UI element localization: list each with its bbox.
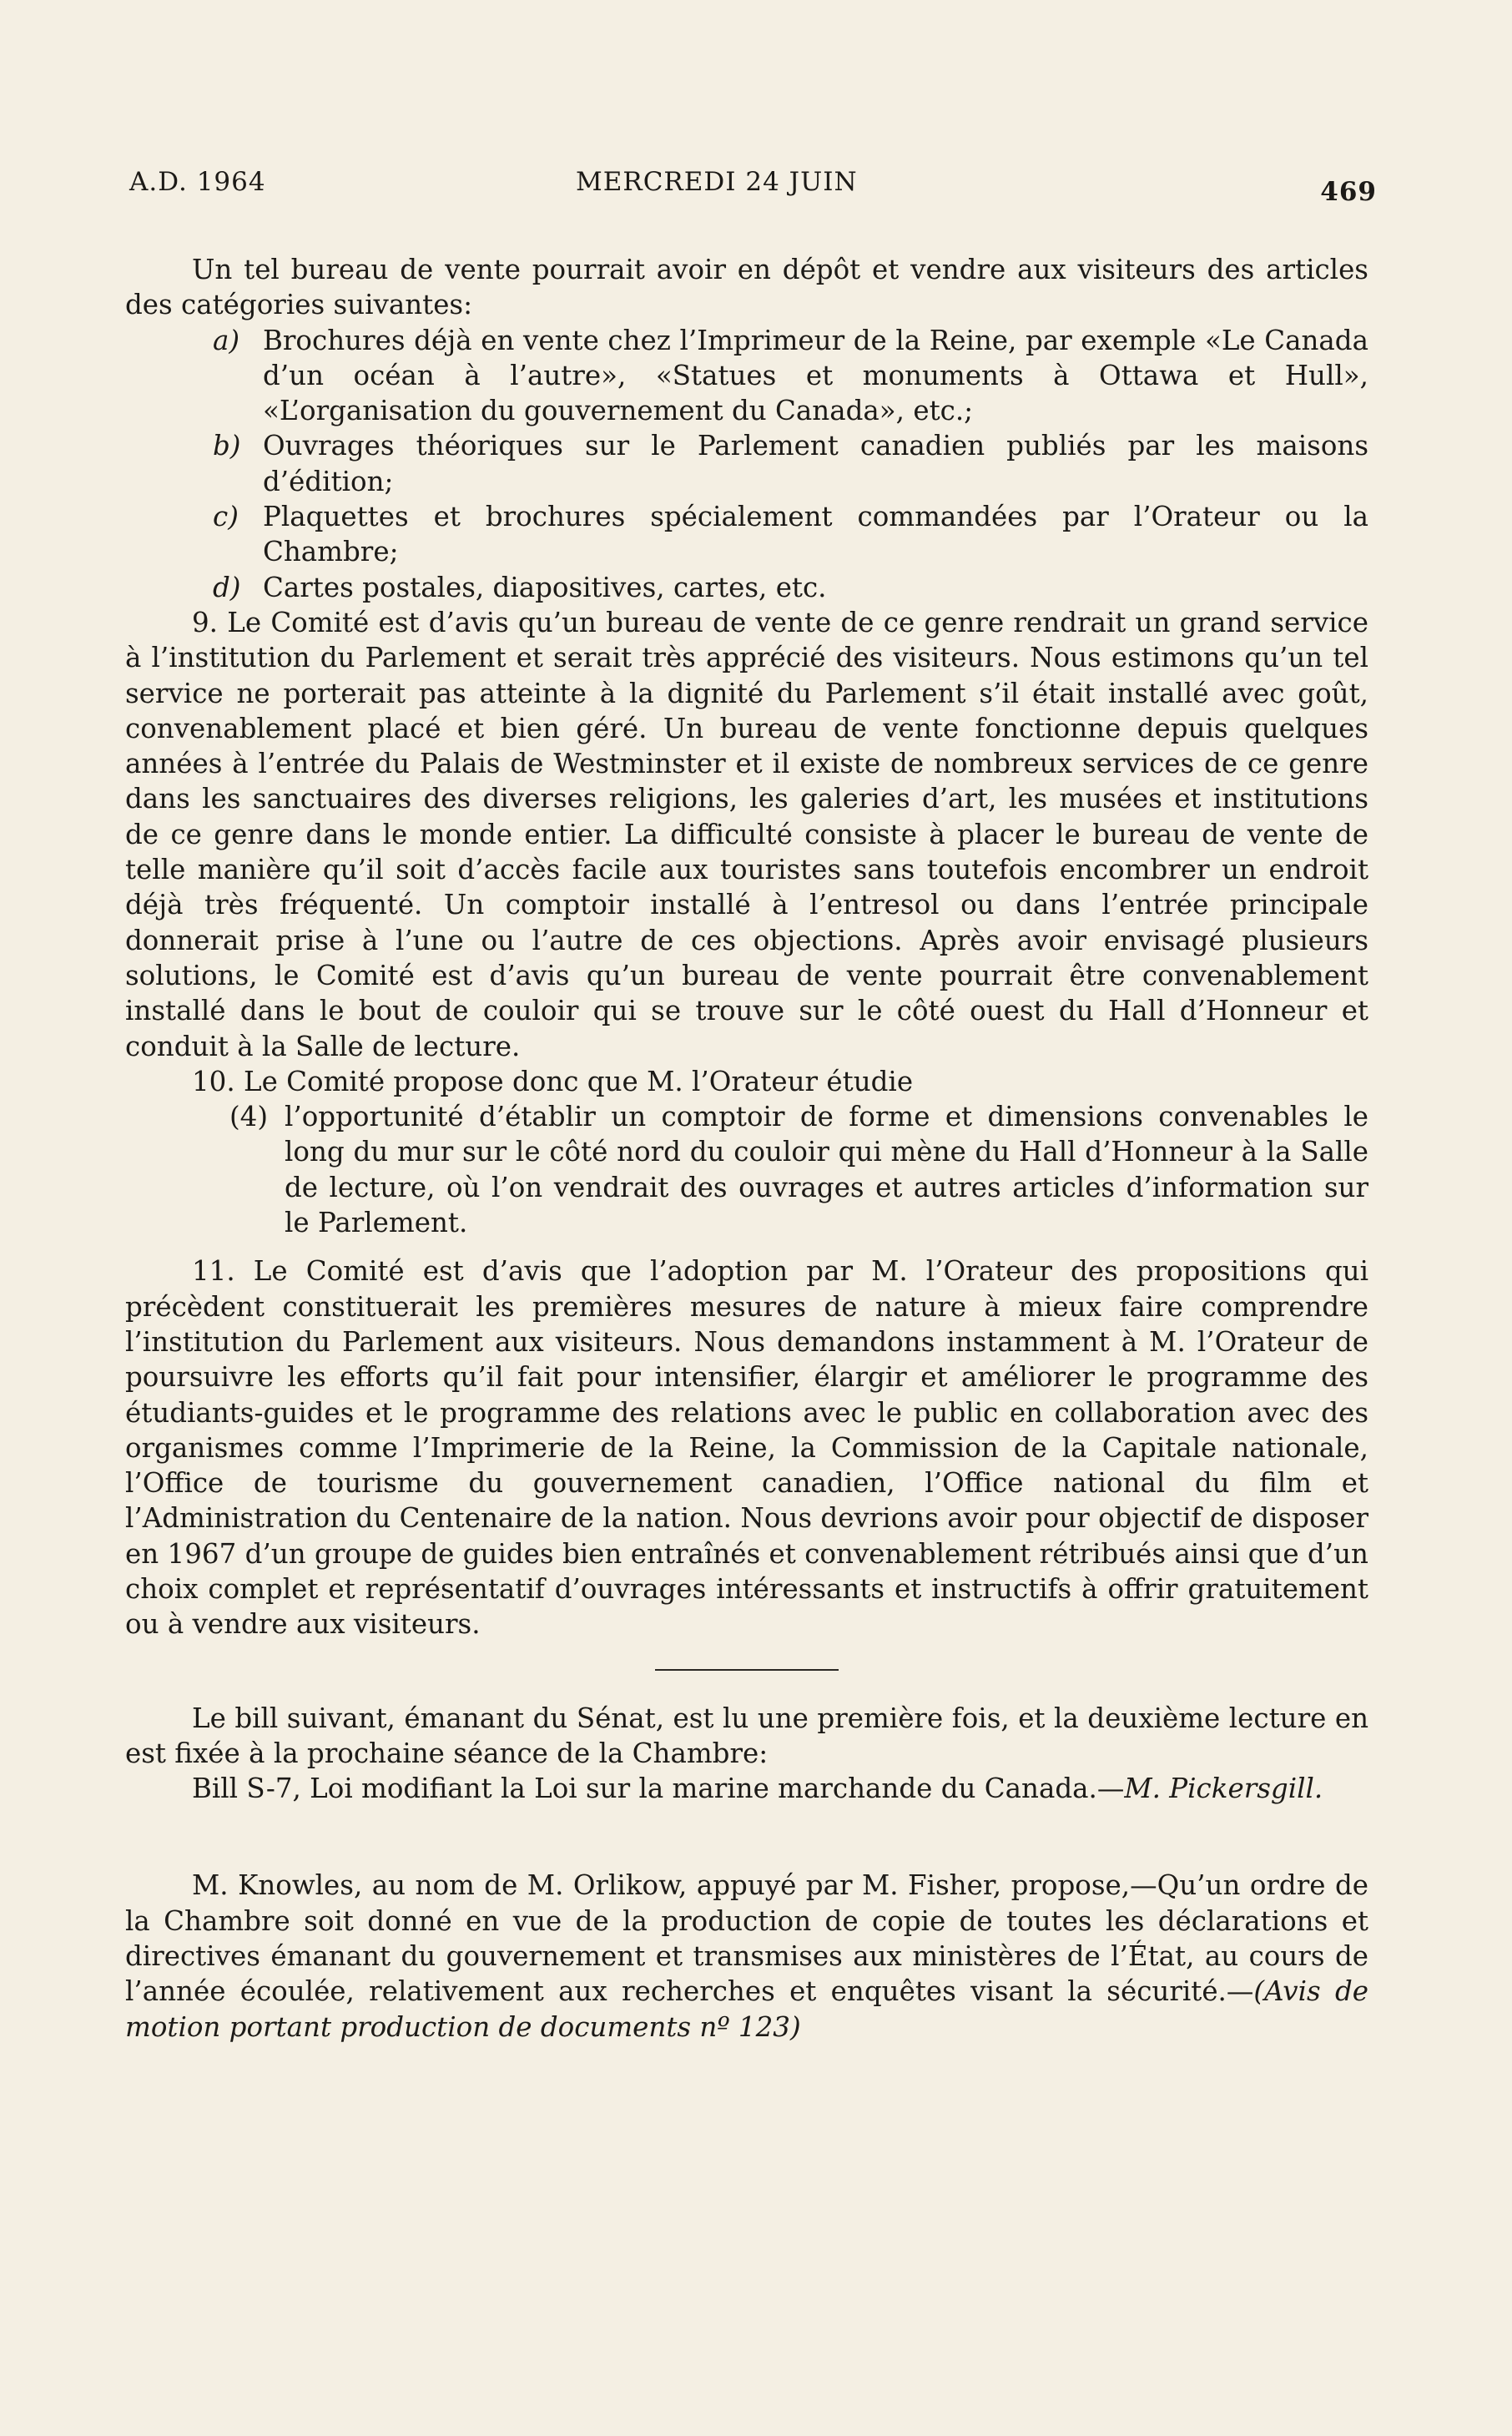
list-item-d xyxy=(125,570,1368,605)
page-number: 469 xyxy=(1320,177,1377,207)
header-year: A.D. 1964 xyxy=(129,167,266,197)
spacer xyxy=(125,1806,1368,1868)
document-body xyxy=(125,252,1368,2045)
sub-item-text: l’opportunité d’établir un comptoir de forme et dimensions convenables le long du mur sur le côté nord du couloir qui mène du Hall d’Honneur à la Salle de lecture, où l’on vendrait des ouvrages et autres articles d’information sur le Parlement. xyxy=(285,1101,1368,1239)
paragraph-10-item xyxy=(125,1099,1368,1240)
list-item-a xyxy=(125,323,1368,429)
paragraph-10: 10. Le Comité propose donc que M. l’Orateur étudie xyxy=(192,1065,914,1097)
list-text: Ouvrages théoriques sur le Parlement canadien publiés par les maisons d’édition; xyxy=(263,430,1368,497)
list-label: b) xyxy=(213,430,241,462)
page-header xyxy=(125,159,1377,209)
list-item-c xyxy=(125,499,1368,570)
bill-text: Bill S-7, Loi modifiant la Loi sur la marine marchande du Canada.— xyxy=(192,1773,1125,1805)
section-divider xyxy=(655,1669,839,1671)
bill-entry xyxy=(125,1771,1368,1806)
motion-note: (Avis de motion portant production de documents nº 123) xyxy=(125,1975,1369,2043)
list-label: c) xyxy=(213,501,239,533)
paragraph-11: 11. Le Comité est d’avis que l’adoption par M. l’Orateur des propositions qui précèdent constituerait les premières mesures de nature à mieux faire comprendre l’institution du Parlement aux visiteurs. Nous demandons instamment à M. l’Orateur de poursuivre les efforts qu’il fait pour intensifier, élargir et améliorer le programme des étudiants-guides et le programme des relations avec le public en collaboration avec des organismes comme l’Imprimerie de la Reine, la Commission de la Capitale nationale, l’Office de tourisme du gouvernement canadien, l’Office national du film et l’Administration du Centenaire de la nation. Nous devrions avoir pour objectif de disposer en 1967 d’un groupe de guides bien entraînés et convenablement rétribués ainsi que d’un choix complet et représentatif d’ouvrages intéressants et instructifs à offrir gratuitement ou à vendre aux visiteurs. xyxy=(125,1255,1368,1641)
document-page xyxy=(125,159,1377,2045)
paragraph-9: 9. Le Comité est d’avis qu’un bureau de vente de ce genre rendrait un grand service à l’institution du Parlement et serait très apprécié des visiteurs. Nous estimons qu’un tel service ne porterait pas atteinte à la dignité du Parlement s’il était installé avec goût, convenablement placé et bien géré. Un bureau de vente fonctionne depuis quelques années à l’entrée du Palais de Westminster et il existe de nombreux services de ce genre dans les sanctuaires des diverses religions, les galeries d’art, les musées et institutions de ce genre dans le monde entier. La difficulté consiste à placer le bureau de vente de telle manière qu’il soit d’accès facile aux touristes sans toutefois encombrer un endroit déjà très fréquenté. Un comptoir installé à l’entresol ou dans l’entrée principale donnerait prise à l’une ou l’autre de ces objections. Après avoir envisagé plusieurs solutions, le Comité est d’avis qu’un bureau de vente pourrait être convenablement installé dans le bout de couloir qui se trouve sur le côté ouest du Hall d’Honneur et conduit à la Salle de lecture. xyxy=(125,606,1368,1062)
motion-paragraph xyxy=(125,1868,1368,2044)
list-item-b xyxy=(125,428,1368,499)
motion-text: M. Knowles, au nom de M. Orlikow, appuyé par M. Fisher, propose,—Qu’un ordre de la Chambre soit donné en vue de la production de copie de toutes les déclarations et directives émanant du gouvernement et transmises aux ministères de l’État, au cours de l’année écoulée, relativement aux recherches et enquêtes visant la sécurité.— xyxy=(125,1869,1368,2008)
list-text: Cartes postales, diapositives, cartes, etc. xyxy=(263,571,827,603)
bill-sponsor: M. Pickersgill. xyxy=(1124,1773,1323,1805)
intro-paragraph: Un tel bureau de vente pourrait avoir en dépôt et vendre aux visiteurs des articles des catégories suivantes: xyxy=(125,254,1368,321)
list-label: d) xyxy=(213,571,241,603)
header-date: MERCREDI 24 JUIN xyxy=(576,167,858,197)
bill-intro: Le bill suivant, émanant du Sénat, est lu une première fois, et la deuxième lecture en est fixée à la prochaine séance de la Chambre: xyxy=(125,1702,1368,1769)
list-label: a) xyxy=(213,324,240,356)
list-text: Plaquettes et brochures spécialement commandées par l’Orateur ou la Chambre; xyxy=(263,501,1368,568)
list-text: Brochures déjà en vente chez l’Imprimeur de la Reine, par exemple «Le Canada d’un océan à l’autre», «Statues et monuments à Ottawa et Hull», «L’organisation du gouvernement du Canada», etc.; xyxy=(263,324,1368,427)
sub-item-label: (4) xyxy=(229,1101,269,1133)
